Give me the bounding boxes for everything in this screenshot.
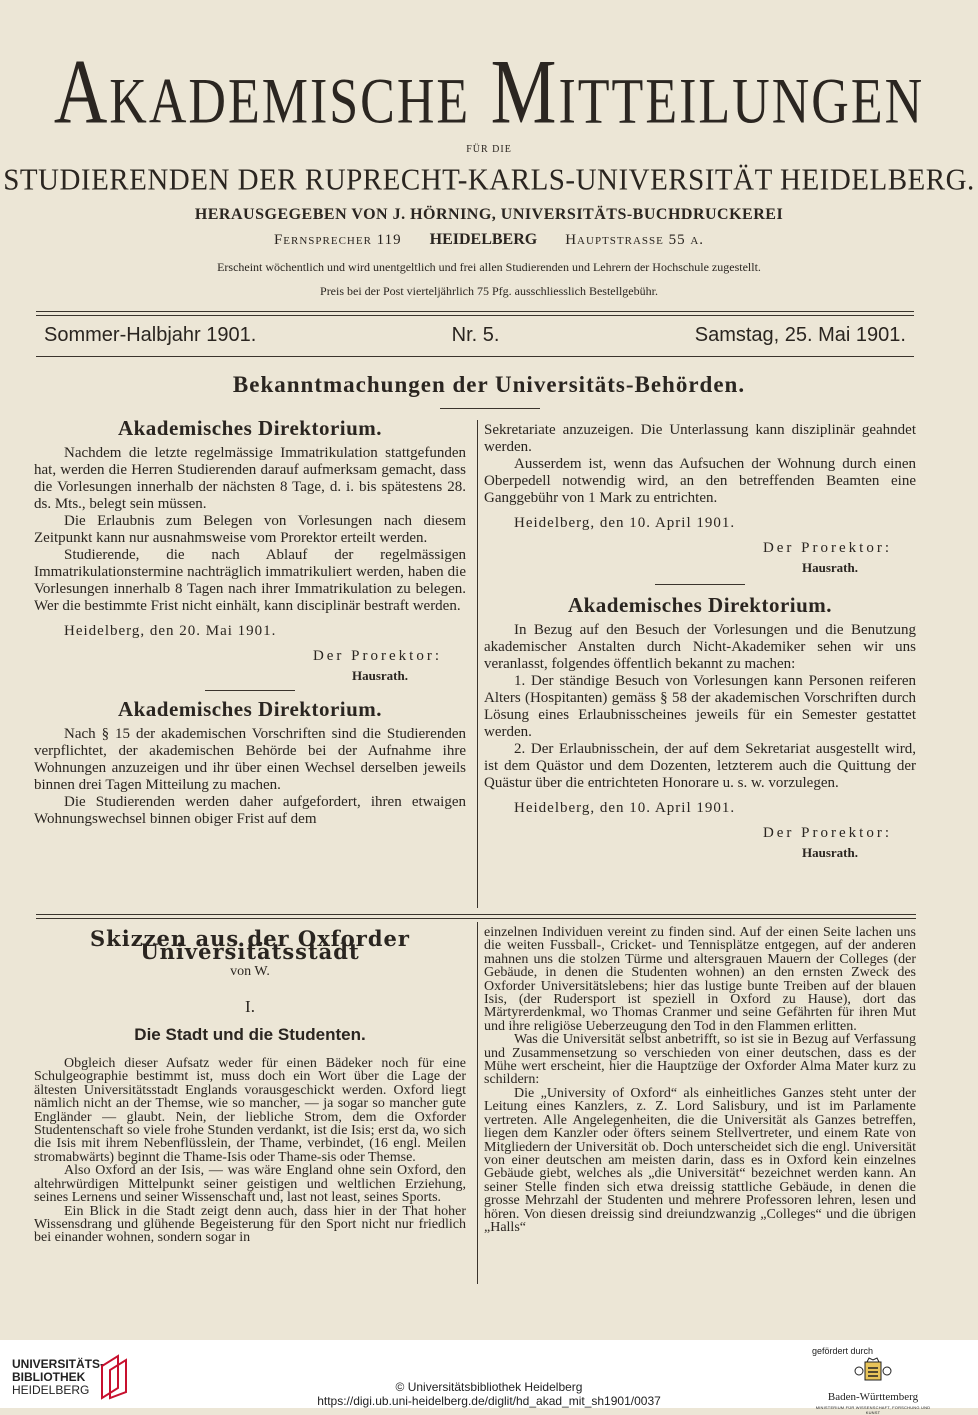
- announcement-2-title: Akademisches Direktorium.: [117, 697, 383, 721]
- essay-part-number: I.: [245, 997, 255, 1017]
- announcement-divider-right: [655, 584, 745, 585]
- announcement-1-date: Heidelberg, den 20. Mai 1901.: [64, 623, 277, 639]
- rule-top: [36, 311, 914, 312]
- announcement-continuation-p2: Ausserdem ist, wenn das Aufsuchen der Wohnung durch einen Oberpedell notwendig wird, an den betreffenden Beamten eine Ganggebühr von 1 Mark zu entrichten.: [484, 456, 916, 506]
- essay-author: von W.: [230, 963, 270, 979]
- rule-mid: [36, 914, 916, 915]
- announcement-3-p2: 1. Der ständige Besuch von Vorlesungen kann Personen reiferen Alters (Hospitanten) gemäss § 58 der akademischen Vorschriften durch Lösung eines Erlaubnisscheines jeweils für ein Semester gestattet werden.: [484, 673, 916, 740]
- copyright-text: © Universitätsbibliothek Heidelberg: [395, 1380, 583, 1394]
- announcement-1-signature: Der Prorektor:: [312, 648, 442, 664]
- essay-left-p1: Obgleich dieser Aufsatz weder für einen Bädeker noch für eine Schulgeographie bestimmt ist, muss doch ein Wort über die Lage der ältesten Universitätsstadt Englands vorausgeschickt werden. Oxford liegt nämlich nicht an der Themse, wie so mancher, — ja sogar so mancher gute Engländer — glaubt. Nein, der liebliche Strom, dem die Oxforder Studentenschaft so viele frohe Stunden verdankt, ist die Isis; erst da, wo sich die Isis mit ihrem Nebenflüsslein, der Thame, verbindet, (16 engl. Meilen stromabwärts) beginnt die Thame-Isis oder Thame-sis oder Themse.: [34, 1056, 466, 1165]
- column-divider-top: [477, 420, 478, 908]
- announcement-3-signature: Der Prorektor:: [762, 825, 892, 841]
- sponsor-block: [808, 1346, 938, 1415]
- state-crest-icon: [853, 1358, 893, 1384]
- rule-mid-2: [36, 918, 916, 919]
- library-name-line3: HEIDELBERG: [12, 1383, 90, 1397]
- announcement-2-p2: Die Studierenden werden daher aufgefordert, ihren etwaigen Wohnungswechsel binnen obiger Frist auf dem: [34, 794, 466, 827]
- announcement-continuation-name: Hausrath.: [802, 560, 858, 575]
- masthead-address: Hauptstrasse 55 a.: [565, 232, 705, 248]
- rule-top-2: [36, 315, 914, 316]
- library-name-line2: BIBLIOTHEK: [12, 1370, 86, 1384]
- library-name-line1: UNIVERSITÄTS-: [12, 1357, 105, 1371]
- announcements-heading: Bekanntmachungen der Universitäts-Behörden.: [232, 372, 746, 397]
- announcement-1-name: Hausrath.: [352, 668, 408, 683]
- column-divider-bottom: [477, 922, 478, 1284]
- library-footer: [0, 1340, 978, 1415]
- essay-right-p2: Was die Universität selbst anbetrifft, so ist sie in Bezug auf Verfassung und Zusammensetzung so verschieden von einer deutschen, dass es der Mühe wert erscheint, hier die Hauptzüge der Oxforder Alma Mater kurz zu schildern:: [484, 1032, 916, 1088]
- source-url[interactable]: https://digi.ub.uni-heidelberg.de/diglit/hd_akad_mit_sh1901/0037: [317, 1394, 661, 1408]
- masthead-publisher: HERAUSGEGEBEN VON J. HÖRNING, UNIVERSITÄTS-BUCHDRUCKEREI: [194, 206, 784, 223]
- announcements-right-column: [484, 422, 916, 861]
- essay-right-p3: Die „University of Oxford“ als einheitliches Ganzes steht unter der Leitung eines Kanzlers, z. Z. Lord Salisbury, und ist im Parlamente vertreten. Alle Angelegenheiten, die die Universität als Ganzes betreffen, liegen dem Kanzler oder öfters seinem Stellvertreter, und einem Rate von Mitgliedern der Universität ob. Doch unterscheidet sich die engl. Universität von einer deutschen am meisten darin, dass es in Oxford kein einzelnes Gebäude giebt, welches als „die Universität“ bezeichnet werden kann. An seiner Stelle finden sich etwa dreissig stattliche Gebäude, in denen die grosse Mehrzahl der Studenten und mehrere Professoren lehren, lesen und hören. Von diesen dreissig sind dreiundzwanzig „Colleges“ und die übrigen „Halls“: [484, 1085, 916, 1235]
- sponsor-state: Baden-Württemberg: [827, 1391, 919, 1403]
- announcement-3-p3: 2. Der Erlaubnisschein, der auf dem Sekretariat ausgestellt wird, ist dem Quästor und dem Dozenten, letzterem auch die Quittung der Quästur über die entrichteten Honorare u. s. w. vorzulegen.: [484, 741, 916, 791]
- sponsor-label: gefördert durch: [812, 1346, 874, 1356]
- essay-subtitle: Die Stadt und die Studenten.: [134, 1024, 366, 1044]
- masthead-fuer-die: FÜR DIE: [466, 144, 512, 155]
- issue-bar: [44, 320, 906, 350]
- announcement-1-p1: Nachdem die letzte regelmässige Immatrikulation stattgefunden hat, werden die Herren Studierenden darauf aufmerksam gemacht, dass die Vorlesungen innerhalb der nächsten 8 Tage, d. i. bis spätestens 28. ds. Mts., belegt sein müssen.: [34, 445, 466, 512]
- announcement-3-title: Akademisches Direktorium.: [567, 593, 833, 617]
- masthead-phone: Fernsprecher 119: [273, 232, 402, 248]
- announcement-divider: [205, 690, 295, 691]
- announcement-continuation-date: Heidelberg, den 10. April 1901.: [514, 515, 736, 531]
- masthead-university: STUDIERENDEN DER RUPRECHT-KARLS-UNIVERSITÄT HEIDELBERG.: [3, 163, 975, 197]
- rule-bottom: [36, 356, 914, 357]
- announcement-2-p1: Nach § 15 der akademischen Vorschriften sind die Studierenden verpflichtet, der akademischen Behörde bei der Aufnahme ihre Wohnungen anzuzeigen und ihr über einen Wechsel derselben jeweils binnen drei Tagen Mitteilung zu machen.: [34, 726, 466, 793]
- announcement-continuation-p1: Sekretariate anzuzeigen. Die Unterlassung kann disziplinär geahndet werden.: [484, 422, 916, 455]
- announcement-1-p3: Studierende, die nach Ablauf der regelmässigen Immatrikulationstermine nachträglich immatrikuliert werden, haben die Vorlesungen innerhalb 8 Tagen nach ihrer Immatrikulation zu belegen. Wer die bestimmte Frist nicht einhält, kann disciplinär bestraft werden.: [34, 547, 466, 614]
- issue-date: Samstag, 25. Mai 1901.: [694, 323, 906, 346]
- essay-left-p2: Also Oxford an der Isis, — was wäre England ohne sein Oxford, den altehrwürdigen Mittelpunkt seiner geistigen und weltlichen Erziehung, seines Lernens und seiner Wissenschaft und, last not least, seines Sports.: [34, 1163, 466, 1206]
- announcement-3-name: Hausrath.: [802, 845, 858, 860]
- essay-title: Skizzen aus der Oxforder Universitätsstadt: [90, 926, 410, 965]
- essay-left-column: [34, 926, 466, 1246]
- issue-number: Nr. 5.: [451, 323, 500, 346]
- announcement-1-p2: Die Erlaubnis zum Belegen von Vorlesungen nach diesem Zeitpunkt kann nur ausnahmsweise vom Prorektor erteilt werden.: [34, 513, 466, 546]
- sponsor-ministry: MINISTERIUM FÜR WISSENSCHAFT, FORSCHUNG UND KUNST: [815, 1405, 931, 1415]
- essay-right-p1: einzelnen Individuen vereint zu finden sind. Auf der einen Seite lachen uns die weiten Fussball-, Cricket- und Tennisplätze entgegen, auf der anderen mahnen uns die stolzen Türme und altersgrauen Mauern der Colleges (der Gebäude, in denen die Studenten wohnen) an den ernsten Zweck des Oxforder Universitätslebens; hier das lustige bunte Treiben auf der blauen Isis, (der Rudersport ist speziell in Oxford zu Hause), dort das Märtyrerdenkmal, wo Thomas Cranmer und seine Gefährten für ihren Mut und ihre religiöse Ueberzeugung den Tod in den Flammen erlitten.: [484, 925, 916, 1034]
- masthead-contact: [0, 231, 978, 249]
- announcement-3-date: Heidelberg, den 10. April 1901.: [514, 800, 736, 816]
- announcement-1-title: Akademisches Direktorium.: [117, 416, 383, 440]
- announcement-continuation-signature: Der Prorektor:: [762, 540, 892, 556]
- announcements-left-column: [34, 414, 466, 828]
- issue-semester: Sommer-Halbjahr 1901.: [44, 323, 257, 346]
- announcement-3-p1: In Bezug auf den Besuch der Vorlesungen und die Benutzung akademischer Anstalten durch Nicht-Akademiker sehen wir uns veranlasst, folgendes öffentlich bekannt zu machen:: [484, 622, 916, 672]
- masthead-title: Akademische Mitteilungen: [53, 41, 925, 144]
- essay-left-p3: Ein Blick in die Stadt zeigt denn auch, dass hier in der That hoher Wissensdrang und glühende Begeisterung für den Sport nicht nur friedlich bei einander wohnen, sondern sogar in: [34, 1203, 466, 1246]
- masthead-city: HEIDELBERG: [429, 231, 538, 248]
- masthead-notice: Erscheint wöchentlich und wird unentgeltlich und frei allen Studierenden und Lehrern der Hochschule zugestellt.: [217, 260, 761, 274]
- masthead-price: Preis bei der Post vierteljährlich 75 Pfg. ausschliesslich Bestellgebühr.: [320, 284, 658, 298]
- heading-underline: [440, 408, 540, 409]
- essay-right-column: [484, 926, 916, 1234]
